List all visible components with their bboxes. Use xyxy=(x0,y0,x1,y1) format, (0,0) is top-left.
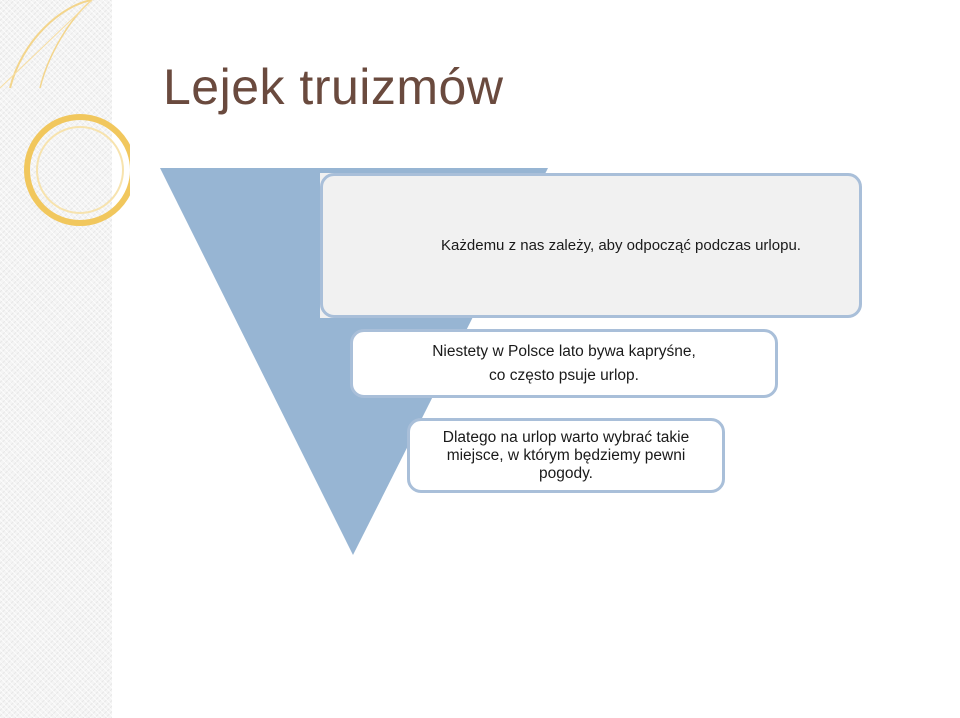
funnel-level-1-text: Każdemu z nas zależy, aby odpocząć podczas urlopu. xyxy=(441,237,801,254)
funnel-level-1 xyxy=(320,173,862,318)
slide-title: Lejek truizmów xyxy=(163,59,504,115)
funnel-level-3 xyxy=(407,418,725,493)
funnel-level-2 xyxy=(350,329,778,398)
funnel-level-3-text: Dlatego na urlop warto wybrać takie miejsce, w którym będziemy pewni pogody. xyxy=(442,428,690,482)
funnel-level-2-text: Niestety w Polsce lato bywa kapryśne, co często psuje urlop. xyxy=(432,342,696,384)
